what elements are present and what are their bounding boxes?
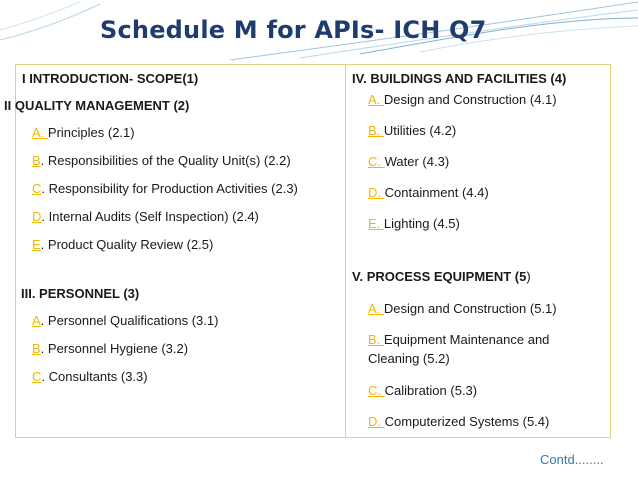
- list-item: [368, 184, 489, 202]
- list-item: [32, 340, 188, 358]
- item-text: . Product Quality Review (2.5): [40, 237, 214, 252]
- item-letter: C: [32, 369, 42, 384]
- list-item: [32, 368, 148, 386]
- list-item: [32, 180, 298, 198]
- item-text: . Responsibilities of the Quality Unit(s) (2.2): [40, 153, 291, 168]
- item-text: Design and Construction (5.1): [383, 301, 557, 316]
- item-letter: C: [32, 181, 42, 196]
- list-item-continuation: Cleaning (5.2): [368, 351, 450, 366]
- list-item: [368, 413, 549, 431]
- list-item: [368, 382, 477, 400]
- item-text: Containment (4.4): [384, 185, 489, 200]
- list-item: [32, 208, 259, 226]
- item-text: Principles (2.1): [47, 125, 135, 140]
- item-text: Design and Construction (4.1): [383, 92, 557, 107]
- item-letter: D: [32, 209, 42, 224]
- item-letter: A.: [32, 125, 48, 140]
- list-item: [368, 331, 549, 349]
- list-item: [32, 236, 213, 254]
- section-buildings-facilities: IV. BUILDINGS AND FACILITIES (4): [352, 71, 567, 86]
- section-process-equipment-tail: ): [526, 269, 531, 284]
- item-letter: A: [32, 313, 41, 328]
- item-text: Computerized Systems (5.4): [384, 414, 550, 429]
- item-text: Lighting (4.5): [383, 216, 460, 231]
- item-text: Utilities (4.2): [383, 123, 457, 138]
- list-item: [32, 152, 291, 170]
- list-item: [368, 122, 456, 140]
- column-divider: [345, 65, 346, 437]
- item-text: Equipment Maintenance and: [383, 332, 550, 347]
- list-item: [32, 124, 135, 142]
- item-letter: E: [32, 237, 41, 252]
- section-process-equipment: [352, 268, 531, 286]
- section-process-equipment-label: V. PROCESS EQUIPMENT (5: [352, 269, 527, 284]
- item-letter: B.: [368, 332, 384, 347]
- item-text: . Consultants (3.3): [41, 369, 148, 384]
- section-introduction: I INTRODUCTION- SCOPE(1): [22, 71, 199, 86]
- list-item: [32, 312, 218, 330]
- page-title: Schedule M for APIs- ICH Q7: [100, 16, 487, 44]
- item-letter: E.: [368, 216, 384, 231]
- content-table: [4, 64, 611, 438]
- item-letter: D.: [368, 185, 385, 200]
- list-item: [368, 215, 460, 233]
- item-text: . Internal Audits (Self Inspection) (2.4): [41, 209, 259, 224]
- item-letter: A.: [368, 301, 384, 316]
- list-item: [368, 300, 557, 318]
- item-letter: C.: [368, 154, 385, 169]
- section-quality-management: II QUALITY MANAGEMENT (2): [4, 98, 190, 113]
- list-item: [368, 91, 557, 109]
- item-letter: C.: [368, 383, 385, 398]
- item-letter: B: [32, 341, 41, 356]
- item-text: . Personnel Hygiene (3.2): [40, 341, 189, 356]
- item-text: . Responsibility for Production Activities (2.3): [41, 181, 298, 196]
- item-letter: B: [32, 153, 41, 168]
- item-letter: B.: [368, 123, 384, 138]
- item-letter: D.: [368, 414, 385, 429]
- continued-label: Contd........: [540, 452, 604, 467]
- item-text: Water (4.3): [384, 154, 450, 169]
- item-text: . Personnel Qualifications (3.1): [40, 313, 219, 328]
- item-letter: A.: [368, 92, 384, 107]
- section-personnel: III. PERSONNEL (3): [21, 286, 140, 301]
- item-text: Calibration (5.3): [384, 383, 478, 398]
- list-item: [368, 153, 449, 171]
